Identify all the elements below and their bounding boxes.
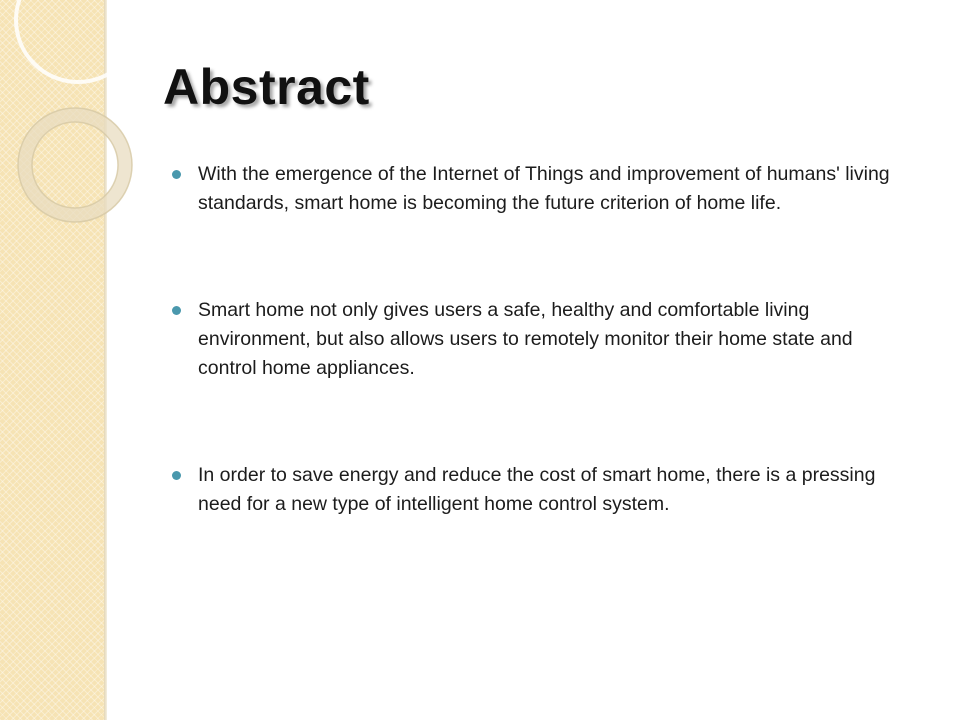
bullet-item <box>172 461 892 519</box>
slide-title: Abstract <box>163 59 370 115</box>
bullet-dot-icon <box>172 471 181 480</box>
bullet-dot-icon <box>172 170 181 179</box>
bullet-dot-icon <box>172 306 181 315</box>
bullet-text: Smart home not only gives users a safe, healthy and comfortable living environment, but also allows users to remotely monitor their home state and control home appliances. <box>198 299 853 379</box>
bullet-item <box>172 296 892 383</box>
bullet-text: In order to save energy and reduce the cost of smart home, there is a pressing need for a new type of intelligent home control system. <box>198 464 876 515</box>
bullet-text: With the emergence of the Internet of Things and improvement of humans' living standards, smart home is becoming the future criterion of home life. <box>198 163 890 214</box>
bullet-list <box>172 160 892 519</box>
decorative-rings-icon <box>0 0 160 260</box>
bullet-item <box>172 160 892 218</box>
